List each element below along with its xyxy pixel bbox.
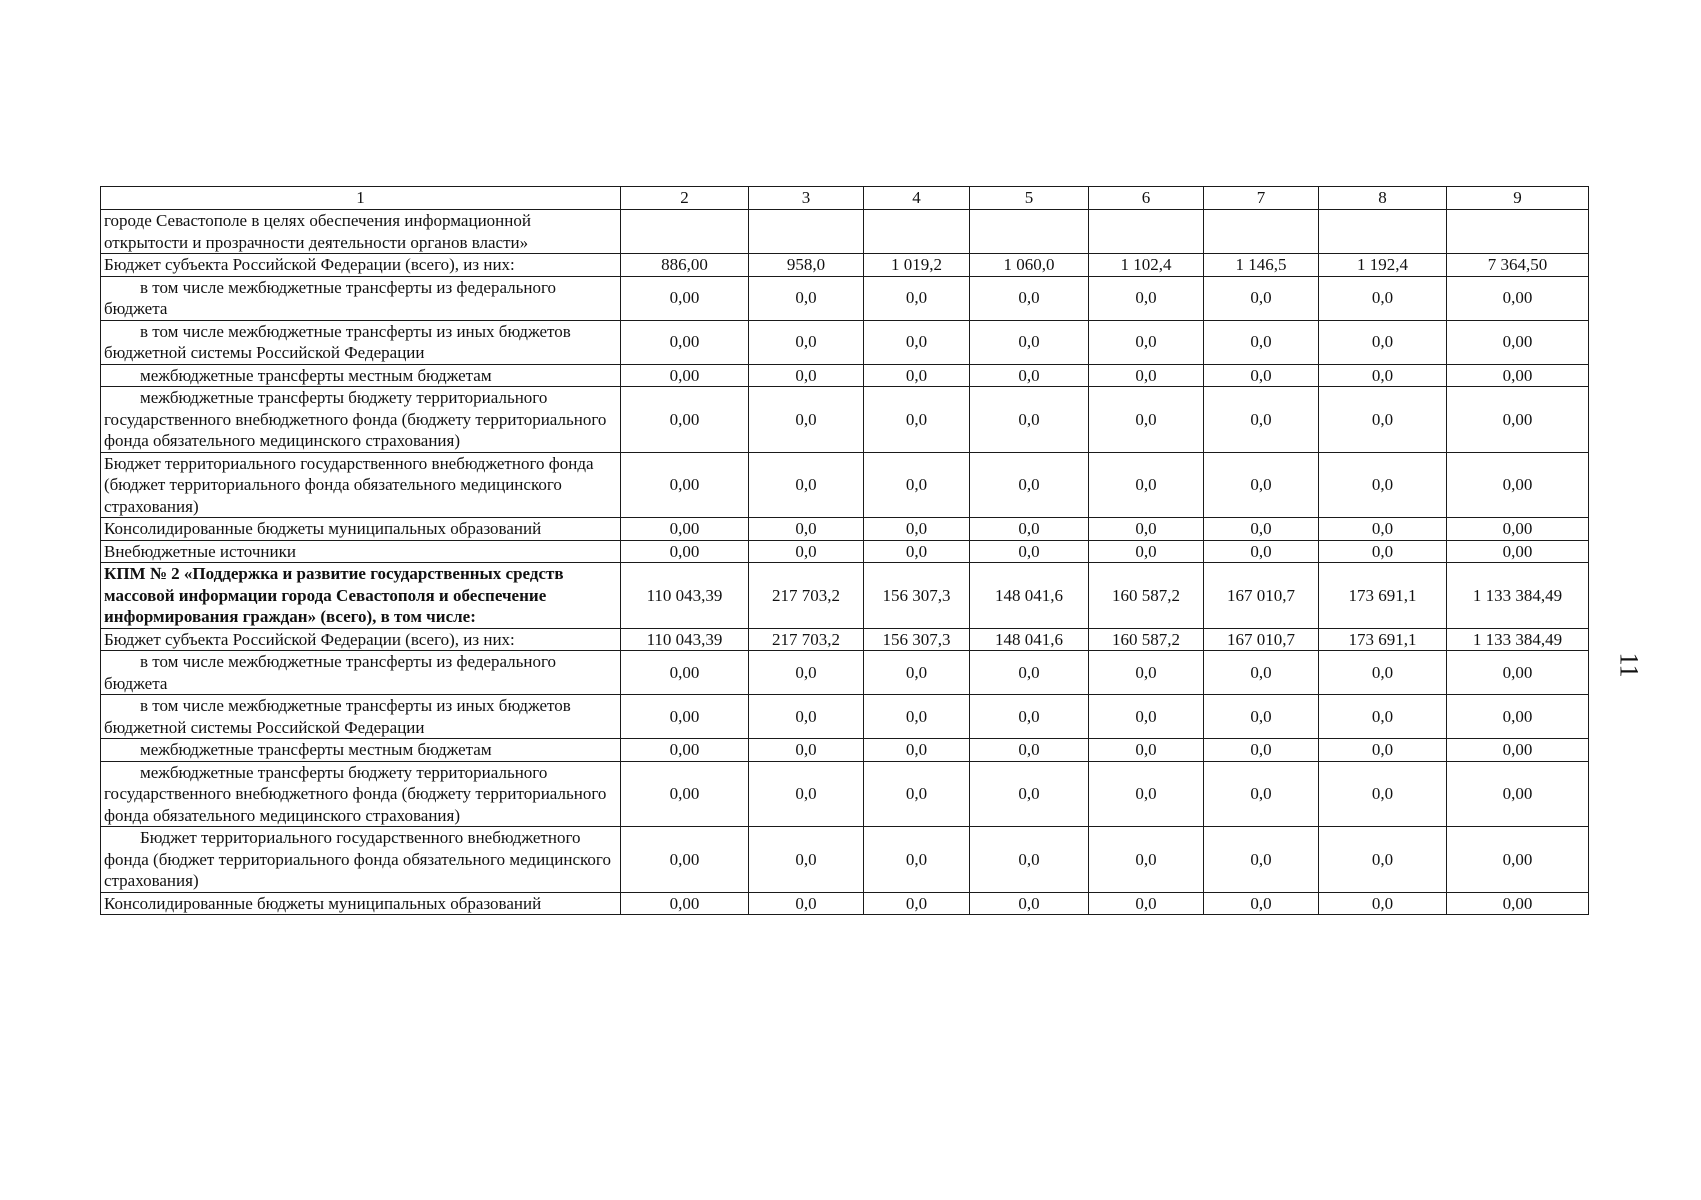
table-row	[101, 761, 1589, 827]
row-label-cell	[101, 364, 621, 387]
row-label-cell	[101, 540, 621, 563]
row-label: в том числе межбюджетные трансферты из федерального бюджета	[104, 652, 557, 693]
header-row	[101, 187, 1589, 210]
row-label: Бюджет субъекта Российской Федерации (всего), из них:	[104, 629, 515, 649]
value-cell: 0,0	[749, 540, 864, 563]
value-cell: 0,0	[970, 651, 1089, 695]
value-cell: 0,0	[1319, 761, 1447, 827]
value-cell: 0,0	[1319, 695, 1447, 739]
row-label: Внебюджетные источники	[104, 541, 296, 561]
value-cell: 0,00	[1447, 387, 1589, 453]
value-cell: 0,0	[864, 540, 970, 563]
column-header: 3	[749, 187, 864, 210]
value-cell: 0,0	[970, 739, 1089, 762]
row-label: в том числе межбюджетные трансферты из иных бюджетов бюджетной системы Российской Федерации	[104, 321, 571, 362]
value-cell: 0,0	[1319, 540, 1447, 563]
row-label-cell	[101, 387, 621, 453]
value-cell: 0,0	[1204, 452, 1319, 518]
table-row	[101, 364, 1589, 387]
value-cell: 0,00	[1447, 739, 1589, 762]
value-cell: 0,0	[864, 695, 970, 739]
value-cell: 0,00	[1447, 761, 1589, 827]
value-cell: 0,0	[970, 364, 1089, 387]
row-label: межбюджетные трансферты местным бюджетам	[140, 740, 492, 759]
value-cell: 0,0	[749, 761, 864, 827]
value-cell: 0,0	[864, 320, 970, 364]
value-cell: 217 703,2	[749, 628, 864, 651]
row-label: Консолидированные бюджеты муниципальных образований	[104, 893, 542, 913]
value-cell: 173 691,1	[1319, 563, 1447, 629]
row-label-cell	[101, 563, 621, 629]
value-cell: 1 146,5	[1204, 254, 1319, 277]
value-cell: 0,0	[1319, 739, 1447, 762]
row-label-cell	[101, 892, 621, 915]
value-cell: 0,0	[1319, 892, 1447, 915]
value-cell: 0,0	[1319, 827, 1447, 893]
table-row	[101, 518, 1589, 541]
value-cell: 0,00	[1447, 364, 1589, 387]
row-label: Бюджет территориального государственного внебюджетного фонда (бюджет территориального фонда обязательного медицинского страхования)	[104, 453, 594, 516]
value-cell: 0,0	[970, 276, 1089, 320]
value-cell: 0,0	[1089, 827, 1204, 893]
value-cell: 0,0	[1204, 651, 1319, 695]
row-label: межбюджетные трансферты бюджету территориального государственного внебюджетного фонда (бюджету территориального фонда обязательного медицинского страхования)	[104, 388, 607, 450]
value-cell: 0,00	[1447, 276, 1589, 320]
value-cell: 0,0	[749, 651, 864, 695]
value-cell: 0,0	[1204, 827, 1319, 893]
value-cell	[621, 210, 749, 254]
value-cell: 0,0	[1319, 452, 1447, 518]
row-label: городе Севастополе в целях обеспечения информационной открытости и прозрачности деятельности органов власти»	[104, 211, 531, 252]
column-header: 4	[864, 187, 970, 210]
value-cell: 0,0	[1204, 540, 1319, 563]
value-cell: 0,0	[970, 761, 1089, 827]
value-cell: 0,00	[621, 276, 749, 320]
row-label-cell	[101, 320, 621, 364]
value-cell	[1319, 210, 1447, 254]
value-cell: 0,0	[1319, 387, 1447, 453]
table-row	[101, 387, 1589, 453]
value-cell	[749, 210, 864, 254]
row-label-cell	[101, 276, 621, 320]
value-cell: 0,0	[1319, 518, 1447, 541]
value-cell: 0,0	[1089, 320, 1204, 364]
value-cell	[864, 210, 970, 254]
value-cell: 0,0	[864, 452, 970, 518]
value-cell: 0,0	[1204, 276, 1319, 320]
value-cell: 0,00	[1447, 320, 1589, 364]
value-cell: 0,0	[864, 651, 970, 695]
value-cell: 0,00	[1447, 892, 1589, 915]
value-cell: 0,0	[1089, 364, 1204, 387]
value-cell: 217 703,2	[749, 563, 864, 629]
value-cell: 0,0	[864, 276, 970, 320]
value-cell: 0,00	[1447, 827, 1589, 893]
value-cell: 0,00	[1447, 518, 1589, 541]
value-cell: 0,0	[864, 827, 970, 893]
value-cell: 0,00	[621, 452, 749, 518]
value-cell: 0,0	[749, 320, 864, 364]
value-cell: 160 587,2	[1089, 563, 1204, 629]
value-cell: 0,0	[1089, 276, 1204, 320]
value-cell: 0,0	[749, 452, 864, 518]
value-cell: 0,0	[749, 276, 864, 320]
value-cell: 0,0	[970, 540, 1089, 563]
value-cell: 0,00	[1447, 540, 1589, 563]
column-header: 1	[101, 187, 621, 210]
value-cell: 0,0	[1089, 651, 1204, 695]
value-cell: 0,0	[1089, 452, 1204, 518]
value-cell: 0,00	[621, 387, 749, 453]
table-row	[101, 254, 1589, 277]
value-cell: 110 043,39	[621, 628, 749, 651]
value-cell: 0,0	[864, 364, 970, 387]
value-cell: 1 102,4	[1089, 254, 1204, 277]
value-cell: 0,0	[970, 892, 1089, 915]
value-cell: 1 060,0	[970, 254, 1089, 277]
value-cell: 0,0	[864, 739, 970, 762]
value-cell: 0,0	[970, 320, 1089, 364]
value-cell: 0,0	[1089, 540, 1204, 563]
value-cell: 0,0	[1089, 892, 1204, 915]
value-cell: 0,00	[1447, 452, 1589, 518]
row-label: Консолидированные бюджеты муниципальных образований	[104, 519, 542, 538]
value-cell: 0,0	[864, 387, 970, 453]
value-cell: 0,00	[1447, 651, 1589, 695]
column-header: 5	[970, 187, 1089, 210]
table-row	[101, 739, 1589, 762]
value-cell: 0,00	[621, 827, 749, 893]
row-label: Бюджет территориального государственного внебюджетного фонда (бюджет территориального фонда обязательного медицинского страхования)	[104, 828, 611, 890]
row-label: в том числе межбюджетные трансферты из федерального бюджета	[104, 277, 557, 318]
value-cell: 0,0	[1319, 364, 1447, 387]
value-cell: 0,0	[749, 827, 864, 893]
value-cell: 958,0	[749, 254, 864, 277]
value-cell	[1447, 210, 1589, 254]
value-cell: 0,0	[1319, 276, 1447, 320]
value-cell: 0,0	[1204, 320, 1319, 364]
value-cell: 0,00	[621, 739, 749, 762]
value-cell: 0,00	[621, 892, 749, 915]
column-header: 9	[1447, 187, 1589, 210]
row-label-cell	[101, 827, 621, 893]
column-header: 7	[1204, 187, 1319, 210]
column-header: 2	[621, 187, 749, 210]
table-row	[101, 827, 1589, 893]
row-label: в том числе межбюджетные трансферты из иных бюджетов бюджетной системы Российской Федерации	[104, 696, 571, 737]
value-cell: 148 041,6	[970, 628, 1089, 651]
value-cell: 0,0	[1204, 364, 1319, 387]
value-cell: 148 041,6	[970, 563, 1089, 629]
value-cell: 0,0	[1089, 739, 1204, 762]
row-label-cell	[101, 628, 621, 651]
budget-table	[100, 186, 1589, 915]
value-cell: 0,0	[749, 892, 864, 915]
value-cell: 0,00	[621, 540, 749, 563]
value-cell: 167 010,7	[1204, 563, 1319, 629]
value-cell: 0,00	[621, 761, 749, 827]
value-cell: 0,0	[749, 518, 864, 541]
value-cell: 0,0	[1089, 518, 1204, 541]
row-label-cell	[101, 739, 621, 762]
value-cell: 0,0	[970, 518, 1089, 541]
document-sheet	[100, 186, 1588, 915]
value-cell: 1 192,4	[1319, 254, 1447, 277]
value-cell: 0,00	[621, 651, 749, 695]
value-cell: 156 307,3	[864, 563, 970, 629]
value-cell	[1204, 210, 1319, 254]
table-row	[101, 210, 1589, 254]
row-label: Бюджет субъекта Российской Федерации (всего), из них:	[104, 255, 515, 274]
value-cell: 0,0	[1204, 387, 1319, 453]
value-cell: 0,0	[864, 518, 970, 541]
value-cell: 7 364,50	[1447, 254, 1589, 277]
value-cell: 1 019,2	[864, 254, 970, 277]
value-cell: 0,0	[1089, 761, 1204, 827]
row-label-cell	[101, 651, 621, 695]
value-cell: 0,00	[621, 320, 749, 364]
value-cell: 0,0	[970, 827, 1089, 893]
table-row	[101, 563, 1589, 629]
value-cell: 0,0	[749, 387, 864, 453]
row-label: КПМ № 2 «Поддержка и развитие государственных средств массовой информации города Севастополя и обеспечение информирования граждан» (всего), в том числе:	[104, 564, 564, 626]
value-cell: 0,00	[621, 518, 749, 541]
row-label-cell	[101, 695, 621, 739]
value-cell: 0,00	[621, 364, 749, 387]
value-cell: 160 587,2	[1089, 628, 1204, 651]
row-label-cell	[101, 210, 621, 254]
value-cell: 0,0	[749, 695, 864, 739]
value-cell: 0,0	[864, 892, 970, 915]
value-cell: 0,00	[1447, 695, 1589, 739]
table-row	[101, 540, 1589, 563]
row-label-cell	[101, 254, 621, 277]
value-cell: 0,0	[1204, 695, 1319, 739]
table-row	[101, 452, 1589, 518]
value-cell: 173 691,1	[1319, 628, 1447, 651]
value-cell: 110 043,39	[621, 563, 749, 629]
value-cell: 0,0	[1319, 651, 1447, 695]
page-number: 11	[1614, 652, 1644, 678]
row-label-cell	[101, 518, 621, 541]
value-cell: 0,0	[1089, 695, 1204, 739]
row-label: межбюджетные трансферты местным бюджетам	[140, 365, 492, 385]
row-label-cell	[101, 761, 621, 827]
column-header: 8	[1319, 187, 1447, 210]
value-cell: 1 133 384,49	[1447, 628, 1589, 651]
value-cell: 886,00	[621, 254, 749, 277]
value-cell: 167 010,7	[1204, 628, 1319, 651]
row-label-cell	[101, 452, 621, 518]
value-cell: 0,0	[1204, 518, 1319, 541]
table-row	[101, 320, 1589, 364]
value-cell: 0,0	[1204, 892, 1319, 915]
table-body	[101, 210, 1589, 915]
table-row	[101, 651, 1589, 695]
column-header: 6	[1089, 187, 1204, 210]
table-row	[101, 628, 1589, 651]
value-cell: 0,0	[749, 364, 864, 387]
value-cell: 1 133 384,49	[1447, 563, 1589, 629]
value-cell: 0,0	[749, 739, 864, 762]
value-cell: 0,0	[1089, 387, 1204, 453]
value-cell: 0,0	[970, 452, 1089, 518]
row-label: межбюджетные трансферты бюджету территориального государственного внебюджетного фонда (бюджету территориального фонда обязательного медицинского страхования)	[104, 762, 607, 825]
value-cell	[970, 210, 1089, 254]
value-cell: 0,0	[970, 695, 1089, 739]
table-row	[101, 892, 1589, 915]
value-cell: 0,0	[1319, 320, 1447, 364]
value-cell: 156 307,3	[864, 628, 970, 651]
table-row	[101, 276, 1589, 320]
value-cell: 0,0	[1204, 761, 1319, 827]
value-cell: 0,0	[1204, 739, 1319, 762]
value-cell	[1089, 210, 1204, 254]
value-cell: 0,0	[864, 761, 970, 827]
value-cell: 0,0	[970, 387, 1089, 453]
value-cell: 0,00	[621, 695, 749, 739]
table-row	[101, 695, 1589, 739]
